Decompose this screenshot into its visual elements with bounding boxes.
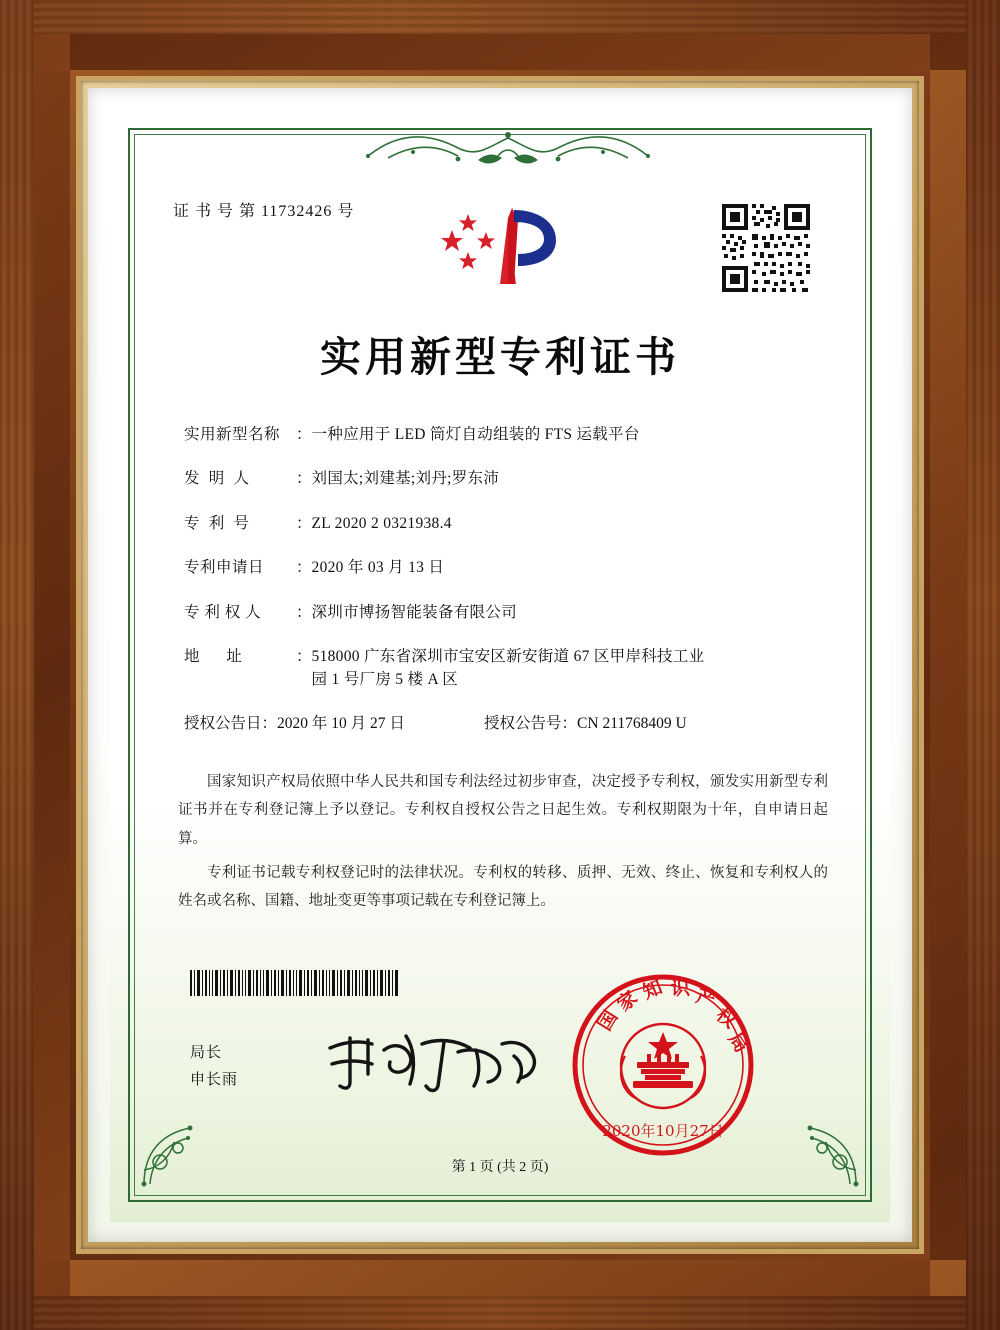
field-label-address: 地 址 <box>184 648 243 666</box>
field-sep-grant-number: ： <box>561 715 578 733</box>
page-indicator: 第 1 页 (共 2 页) <box>451 1160 549 1175</box>
field-label-grant-date: 授权公告日 <box>184 715 262 733</box>
field-sep-inventors: ： <box>296 470 312 488</box>
field-sep-patent-number: ： <box>296 514 312 532</box>
field-row-inventors <box>184 468 824 490</box>
svg-text:权: 权 <box>711 1003 741 1033</box>
field-sep-patentee: ： <box>296 603 312 621</box>
field-value-grant-number: CN 211768409 U <box>577 715 687 733</box>
signature-block <box>190 1040 238 1094</box>
certificate-number: 证 书 号 第 11732426 号 <box>173 203 355 220</box>
certificate-content <box>128 128 872 1202</box>
frame-edge-right <box>966 0 1000 1330</box>
field-label-patentee: 专 利 权 人 <box>184 603 262 621</box>
legal-paragraph-1: 国家知识产权局依照中华人民共和国专利法经过初步审查，决定授予专利权，颁发实用新型专利证书并在专利登记簿上予以登记。专利权自授权公告之日起生效。专利权期限为十年，自申请日起算。 <box>178 774 828 847</box>
field-label-name: 实用新型名称 <box>184 426 281 443</box>
field-value-grant-date: 2020 年 10 月 27 日 <box>277 715 405 733</box>
field-sep-name: ： <box>296 426 312 443</box>
svg-text:知: 知 <box>639 976 666 1004</box>
signature-role: 局长 <box>190 1045 223 1061</box>
field-row-application-date <box>184 557 824 579</box>
field-label-grant-number: 授权公告号 <box>484 715 562 733</box>
field-value-address <box>312 646 824 691</box>
qr-code-icon <box>720 202 812 294</box>
svg-text:国: 国 <box>593 1006 623 1035</box>
page-title: 实用新型专利证书 <box>320 333 680 381</box>
field-row-address <box>184 646 824 691</box>
field-row-patentee <box>184 602 824 624</box>
field-value-address-line2: 园 1 号厂房 5 楼 A 区 <box>311 670 459 688</box>
frame-edge-bottom <box>0 1296 1000 1330</box>
field-sep-application-date: ： <box>296 559 312 577</box>
handwritten-signature-icon <box>318 1026 548 1098</box>
field-row-name <box>184 424 824 446</box>
field-row-grant <box>184 713 824 735</box>
official-seal <box>568 970 758 1160</box>
field-label-patent-number: 专 利 号 <box>184 514 250 532</box>
field-value-name: 一种应用于 LED 筒灯自动组装的 FTS 运载平台 <box>311 426 640 443</box>
svg-text:家: 家 <box>613 986 642 1016</box>
frame-edge-left <box>0 0 34 1330</box>
svg-text:识: 识 <box>670 977 691 1000</box>
field-value-patentee: 深圳市博扬智能装备有限公司 <box>311 603 517 621</box>
field-value-patent-number: ZL 2020 2 0321938.4 <box>311 514 452 532</box>
svg-text:产: 产 <box>693 984 719 1012</box>
field-label-application-date: 专利申请日 <box>184 559 265 577</box>
barcode-icon <box>190 970 398 996</box>
field-sep-grant-date: ： <box>261 715 278 733</box>
frame-edge-top <box>0 0 1000 34</box>
certificate-fields <box>184 424 824 754</box>
field-value-address-line1: 518000 广东省深圳市宝安区新安街道 67 区甲岸科技工业 <box>311 648 705 666</box>
legal-text-block <box>178 768 828 921</box>
seal-date: 2020年10月27日 <box>602 1122 724 1140</box>
svg-text:局: 局 <box>723 1028 753 1057</box>
field-sep-address: ： <box>296 648 312 666</box>
field-label-inventors: 发 明 人 <box>184 470 250 488</box>
grant-date-group <box>184 713 484 735</box>
field-value-application-date: 2020 年 03 月 13 日 <box>311 559 445 577</box>
field-value-inventors: 刘国太;刘建基;刘丹;罗东沛 <box>311 470 500 488</box>
cnipa-logo-icon <box>438 200 578 286</box>
field-row-patent-number <box>184 513 824 535</box>
legal-paragraph-2: 专利证书记载专利权登记时的法律状况。专利权的转移、质押、无效、终止、恢复和专利权人的姓名或名称、国籍、地址变更等事项记载在专利登记簿上。 <box>178 864 828 910</box>
signature-name: 申长雨 <box>190 1072 239 1088</box>
grant-number-group <box>484 713 824 735</box>
